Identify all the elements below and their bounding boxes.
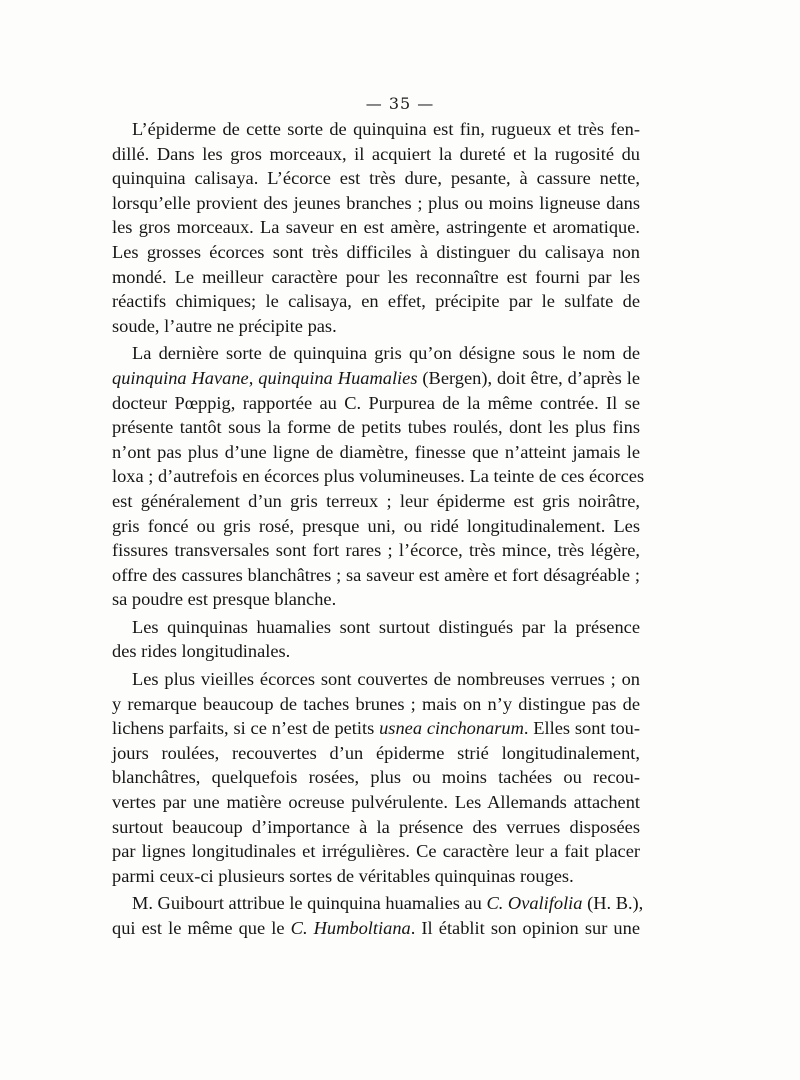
- text-line: Les quinquinas huamalies sont surtout distingués par la présence: [132, 616, 640, 637]
- text-line: n’ont pas plus d’une ligne de diamètre, finesse que n’atteint jamais le: [112, 441, 640, 462]
- text-line: jours roulées, recouvertes d’un épiderme strié longitudinalement,: [112, 742, 640, 763]
- text-line: les gros morceaux. La saveur en est amère, astringente et aromatique.: [112, 217, 640, 238]
- text-line: est généralement d’un gris terreux ; leur épiderme est gris noirâtre,: [112, 490, 640, 511]
- text-line: Les grosses écorces sont très difficiles à distinguer du calisaya non: [112, 241, 640, 262]
- text-span: M. Guibourt attribue le quinquina huamalies au: [132, 893, 487, 914]
- text-line: lorsqu’elle provient des jeunes branches ; plus ou moins ligneuse dans: [112, 192, 640, 213]
- body-text: [112, 117, 645, 941]
- text-line: présente tantôt sous la forme de petits tubes roulés, dont les plus fins: [112, 417, 640, 438]
- text-line: mondé. Le meilleur caractère pour les reconnaître est fourni par les: [112, 266, 640, 287]
- text-line: dillé. Dans les gros morceaux, il acquiert la dureté et la rugosité du: [112, 143, 640, 164]
- text-line: réactifs chimiques; le calisaya, en effet, précipite par le sulfate de: [112, 291, 640, 312]
- text-line: [112, 916, 640, 941]
- text-line: L’épiderme de cette sorte de quinquina est fin, rugueux et très fen-: [132, 119, 640, 139]
- text-span: . Elles sont tou-: [523, 718, 640, 739]
- text-span: (H. B.),: [582, 893, 644, 914]
- text-line: vertes par une matière ocreuse pulvérulente. Les Allemands attachent: [112, 792, 640, 813]
- text-span: qui est le même que le: [112, 918, 291, 938]
- text-line: y remarque beaucoup de taches brunes ; mais on n’y distingue pas de: [112, 693, 640, 714]
- text-line: loxa ; d’autrefois en écorces plus volumineuses. La teinte de ces écorces: [112, 466, 645, 487]
- page-number-header: — 35 —: [365, 94, 435, 113]
- italic-text: quinquina Havane, quinquina Huamalies: [112, 367, 418, 388]
- text-line: blanchâtres, quelquefois rosées, plus ou moins tachées ou recou-: [112, 767, 640, 788]
- text-span: (Bergen), doit être, d’après le: [417, 367, 640, 388]
- text-line: Les plus vieilles écorces sont couvertes de nombreuses verrues ; on: [132, 669, 640, 690]
- text-line: des rides longitudinales.: [112, 641, 291, 662]
- text-line: [112, 366, 640, 391]
- text-span: . Il établit son opinion sur une: [410, 918, 640, 938]
- text-line: soude, l’autre ne précipite pas.: [112, 315, 337, 336]
- text-line: gris foncé ou gris rosé, presque uni, ou ridé longitudinalement. Les: [112, 515, 640, 536]
- text-line: [112, 891, 644, 916]
- text-line: parmi ceux-ci plusieurs sortes de véritables quinquinas rouges.: [112, 865, 574, 886]
- italic-text: C. Ovalifolia: [486, 893, 583, 914]
- text-line: sa poudre est presque blanche.: [112, 589, 337, 610]
- italic-text: C. Humboltiana: [290, 918, 411, 938]
- text-line: quinquina calisaya. L’écorce est très dure, pesante, à cassure nette,: [112, 168, 640, 189]
- italic-text: usnea cinchonarum: [379, 718, 524, 739]
- text-span: lichens parfaits, si ce n’est de petits: [112, 718, 380, 739]
- text-line: docteur Pœppig, rapportée au C. Purpurea de la même contrée. Il se: [112, 392, 640, 413]
- text-line: par lignes longitudinales et irrégulières. Ce caractère leur a fait placer: [112, 841, 640, 862]
- text-line: La dernière sorte de quinquina gris qu’on désigne sous le nom de: [132, 343, 640, 364]
- text-line: [112, 716, 640, 741]
- text-line: fissures transversales sont fort rares ; l’écorce, très mince, très légère,: [112, 540, 640, 561]
- text-line: offre des cassures blanchâtres ; sa saveur est amère et fort désagréable ;: [112, 564, 640, 585]
- text-line: surtout beaucoup d’importance à la présence des verrues disposées: [112, 816, 640, 837]
